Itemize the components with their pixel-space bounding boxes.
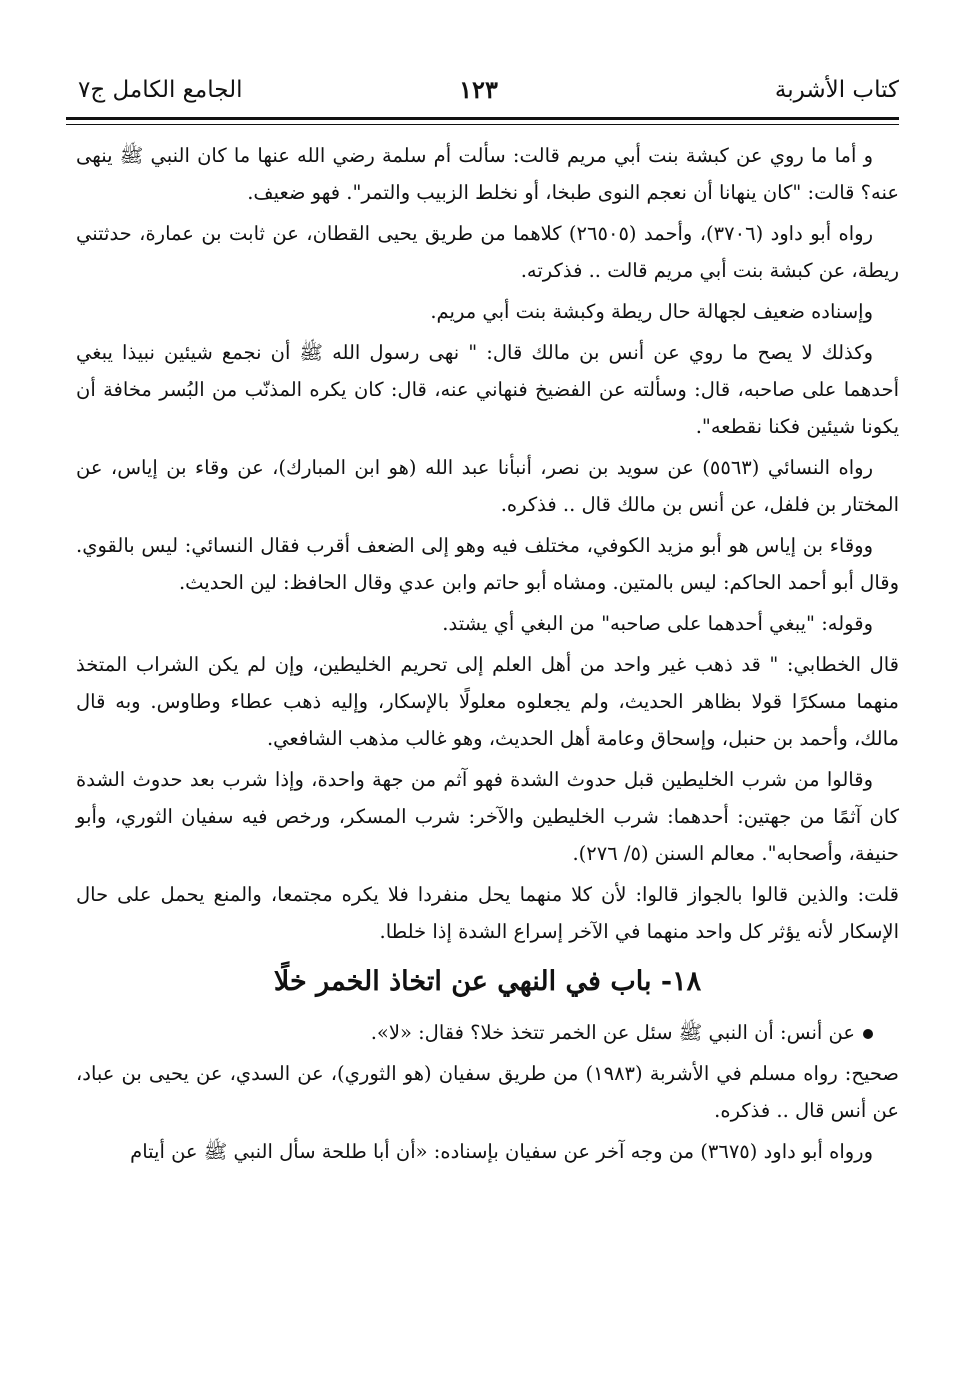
- header-rule-thin: [66, 124, 899, 125]
- page-body: [76, 137, 899, 1174]
- paragraph: صحيح: رواه مسلم في الأشربة (١٩٨٣) من طريق سفيان (هو الثوري)، عن السدي، عن يحيى بن عباد، عن أنس قال .. فذكره.: [76, 1062, 899, 1122]
- bullet-icon: [863, 1029, 873, 1039]
- paragraph: رواه النسائي (٥٥٦٣) عن سويد بن نصر، أنبأنا عبد الله (هو ابن المبارك)، عن وقاء بن إياس، عن المختار بن فلفل، عن أنس بن مالك قال .. فذكره.: [76, 456, 899, 516]
- hadith-body: عن أنس: أن النبي ﷺ سئل عن الخمر تتخذ خلا؟ فقال: «لا».: [370, 1021, 855, 1044]
- paragraph: وإسناده ضعيف لجهالة حال ريطة وكبشة بنت أبي مريم.: [430, 300, 873, 323]
- running-header-book: الجامع الكامل ج٧: [78, 77, 243, 103]
- page-number: ١٢٣: [459, 75, 498, 104]
- paragraph: وقوله: "يبغي أحدهما على صاحبه" من البغي أي يشتد.: [442, 612, 873, 635]
- paragraph: قلت: والذين قالوا بالجواز قالوا: لأن كلا منهما يحل منفردا فلا يكره مجتمعا، والمنع يحمل على حال الإسكار لأنه يؤثر كل واحد منهما في الآخر إسراع الشدة إذا خلطا.: [76, 883, 899, 943]
- chapter-title: ١٨- باب في النهي عن اتخاذ الخمر خلًا: [273, 966, 702, 997]
- paragraph: رواه أبو داود (٣٧٠٦)، وأحمد (٢٦٥٠٥) كلاهما من طريق يحيى القطان، عن ثابت بن عمارة، حدثتني ريطة، عن كبشة بنت أبي مريم قالت .. فذكرته.: [76, 222, 899, 282]
- paragraph: ووقاء بن إياس هو أبو مزيد الكوفي، مختلف فيه وهو إلى الضعف أقرب فقال النسائي: ليس بالقوي. وقال أبو أحمد الحاكم: ليس بالمتين. ومشاه أبو حاتم وابن عدي وقال الحافظ: لين الحديث.: [76, 534, 899, 594]
- running-header-chapter: كتاب الأشربة: [774, 77, 899, 103]
- paragraph: وقالوا من شرب الخليطين قبل حدوث الشدة فهو آثم من جهة واحدة، وإذا شرب بعد حدوث الشدة كان آثمًا من جهتين: أحدهما: شرب الخليطين والآخر: شرب المسكر، ورخص فيه سفيان الثوري، وأبو حنيفة، وأصحابه". معالم السنن (٥/ ٢٧٦).: [76, 768, 899, 865]
- hadith-text: [76, 1014, 899, 1051]
- paragraph: و أما ما روي عن كبشة بنت أبي مريم قالت: سألت أم سلمة رضي الله عنها ما كان النبي ﷺ ينهى عنه؟ قالت: "كان ينهانا أن نعجم النوى طبخا، أو نخلط الزبيب والتمر". فهو ضعيف.: [76, 144, 899, 204]
- paragraph: ورواه أبو داود (٣٦٧٥) من وجه آخر عن سفيان بإسناده: «أن أبا طلحة سأل النبي ﷺ عن أيتام: [130, 1140, 873, 1163]
- paragraph: قال الخطابي: " قد ذهب غير واحد من أهل العلم إلى تحريم الخليطين، وإن لم يكن الشراب المتخذ منهما مسكرًا قولا بظاهر الحديث، ولم يجعلوه معلولًا بالإسكار، وإليه ذهب عطاء وطاوس. وبه قال مالك، وأحمد بن حنبل، وإسحاق وعامة أهل الحديث، وهو غالب مذهب الشافعي.: [76, 653, 899, 750]
- header-rule-thick: [66, 117, 899, 120]
- paragraph: وكذلك لا يصح ما روي عن أنس بن مالك قال: " نهى رسول الله ﷺ أن نجمع شيئين نبيذا يبغي أحدهما على صاحبه، قال: وسألته عن الفضيخ فنهاني عنه، قال: كان يكره المذنّب من البُسر مخافة أن يكونا شيئين فكنا نقطعه".: [76, 341, 899, 438]
